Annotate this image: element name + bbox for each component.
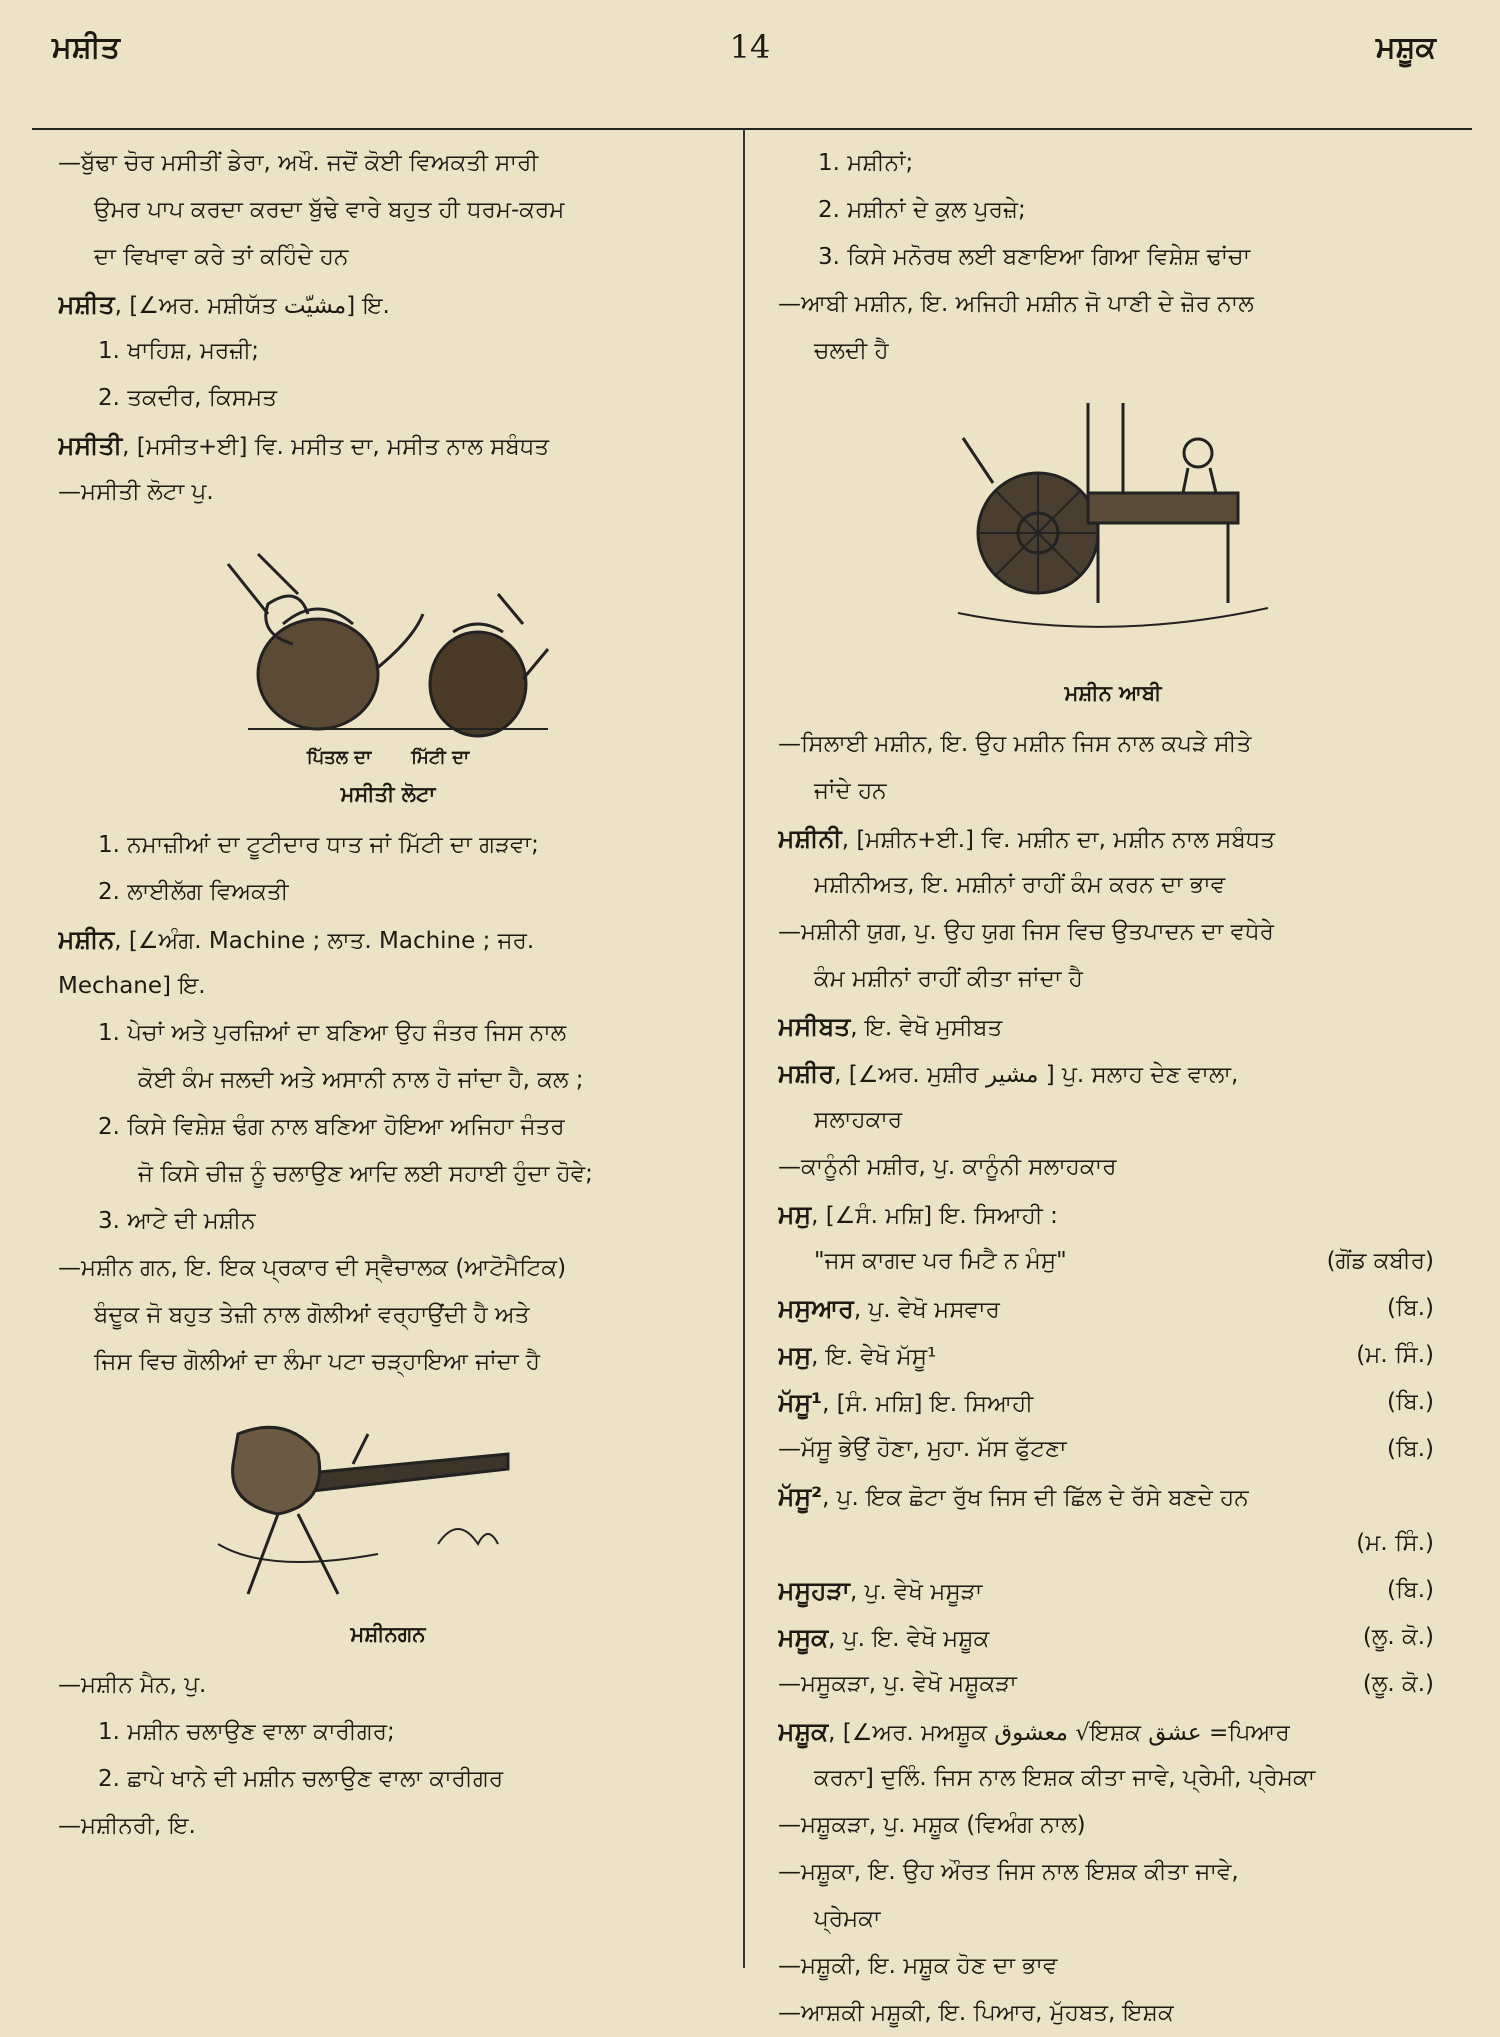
sense-line: 2. ਕਿਸੇ ਵਿਸ਼ੇਸ਼ ਢੰਗ ਨਾਲ ਬਣਿਆ ਹੋਇਆ ਅਜਿਹਾ ਜੰਤਰ [98,1114,565,1140]
headword-entry: ਮਸ਼ੂਕ, [∠ਅਰ. ਮਅਸ਼ੂਕ معشوق √ਇਸ਼ਕ عشق =ਪਿਆਰ [778,1717,1290,1746]
headword: ਮੱਸੂ² [778,1482,823,1511]
entry-line: —ਆਬੀ ਮਸ਼ੀਨ, ਇ. ਅਜਿਹੀ ਮਸ਼ੀਨ ਜੋ ਪਾਣੀ ਦੇ ਜ਼ੋਰ ਨਾਲ [778,291,1254,317]
sense-line: 2. ਮਸ਼ੀਨਾਂ ਦੇ ਕੁਲ ਪੁਰਜ਼ੇ; [818,197,1026,223]
headword: ਮਸੀਬਤ [778,1012,851,1041]
source-citation: (ਲੂ. ਕੋ.) [1362,1624,1434,1650]
headword: ਮਸ਼ੂਕ [778,1717,829,1746]
headword-entry: ਮਸੂਹੜਾ, ਪੁ. ਵੇਖੋ ਮਸੂੜਾ (ਬਿ.) [778,1567,1448,1614]
source-citation: (ਗੋਂਡ ਕਬੀਰ) [1326,1248,1434,1274]
headword-entry: ਮੱਸੂ¹, [ਸੰ. ਮਸ਼ਿ] ਇ. ਸਿਆਹੀ (ਬਿ.) [778,1379,1448,1426]
source-citation: (ਬਿ.) [1386,1295,1434,1321]
sense-line: 1. ਪੇਚਾਂ ਅਤੇ ਪੁਰਜ਼ਿਆਂ ਦਾ ਬਣਿਆ ਉਹ ਜੰਤਰ ਜਿਸ ਨਾਲ [98,1020,567,1046]
entry-line: ਪ੍ਰੇਮਕਾ [814,1906,881,1932]
entry-line: ਦਾ ਵਿਖਾਵਾ ਕਰੇ ਤਾਂ ਕਹਿੰਦੇ ਹਨ [94,244,349,270]
entry-line: ਚਲਦੀ ਹੈ [814,338,889,364]
left-column [58,140,718,1850]
sense-line: 2. ਲਾਈਲੱਗ ਵਿਅਕਤੀ [98,879,289,905]
sense-line: 2. ਤਕਦੀਰ, ਕਿਸਮਤ [98,385,277,411]
entry-line: ਮਸ਼ੀਨੀਅਤ, ਇ. ਮਸ਼ੀਨਾਂ ਰਾਹੀਂ ਕੰਮ ਕਰਨ ਦਾ ਭਾਵ [814,872,1226,898]
sense-line: ਜੋ ਕਿਸੇ ਚੀਜ਼ ਨੂੰ ਚਲਾਉਣ ਆਦਿ ਲਈ ਸਹਾਈ ਹੁੰਦਾ ਹੋਵੇ; [138,1161,593,1187]
page-number: 14 [729,28,771,66]
entry-line: ਜਿਸ ਵਿਚ ਗੋਲੀਆਂ ਦਾ ਲੰਮਾ ਪਟਾ ਚੜ੍ਹਾਇਆ ਜਾਂਦਾ ਹੈ [94,1349,541,1375]
headword: ਮਸੁਆਰ [778,1294,854,1323]
entry-line: ਜਾਂਦੇ ਹਨ [814,778,887,804]
entry-line: —ਮਸ਼ੂਕੀ, ਇ. ਮਸ਼ੂਕ ਹੋਣ ਦਾ ਭਾਵ [778,1953,1058,1979]
entry-line: —ਮਸੀਤੀ ਲੋਟਾ ਪੁ. [58,479,214,505]
running-head-right: ਮਸ਼ੂਕ [1375,30,1436,65]
sense-line: 2. ਛਾਪੇ ਖਾਨੇ ਦੀ ਮਸ਼ੀਨ ਚਲਾਉਣ ਵਾਲਾ ਕਾਰੀਗਰ [98,1766,504,1792]
sense-line: 3. ਕਿਸੇ ਮਨੋਰਥ ਲਈ ਬਣਾਇਆ ਗਿਆ ਵਿਸ਼ੇਸ਼ ਢਾਂਚਾ [818,244,1251,270]
entry-line: —ਮੱਸੂ ਭੇਉਂ ਹੋਣਾ, ਮੁਹਾ. ਮੱਸ ਫੁੱਟਣਾ (ਬਿ.) [778,1426,1448,1473]
headword-entry: ਮਸ਼ੀਰ, [∠ਅਰ. ਮੁਸ਼ੀਰ مشیر ] ਪੁ. ਸਲਾਹ ਦੇਣ ਵਾਲਾ, [778,1059,1239,1088]
entry-line: —ਮਸ਼ੀਨੀ ਯੁਗ, ਪੁ. ਉਹ ਯੁਗ ਜਿਸ ਵਿਚ ਉਤਪਾਦਨ ਦਾ ਵਧੇਰੇ [778,919,1274,945]
machine-gun-caption: ਮਸ਼ੀਨਗਨ [350,1622,426,1646]
entry-line: —ਮਸ਼ੀਨਰੀ, ਇ. [58,1813,196,1839]
water-machine-caption: ਮਸ਼ੀਨ ਆਬੀ [1064,681,1162,705]
headword-entry: ਮਸੂਕ, ਪੁ. ਇ. ਵੇਖੋ ਮਸ਼ੂਕ (ਲੂ. ਕੋ.) [778,1614,1448,1661]
headword: ਮਸੀਤੀ [58,431,123,460]
entry-line: "ਜਸ ਕਾਗਦ ਪਰ ਮਿਟੈ ਨ ਮੰਸੁ" (ਗੋਂਡ ਕਬੀਰ) [778,1238,1448,1285]
headword: ਮਸ਼ੀਤ [58,290,115,319]
right-column [778,140,1448,2037]
entry-line: ਕਰਨਾ] ਦੁਲਿੰ. ਜਿਸ ਨਾਲ ਇਸ਼ਕ ਕੀਤਾ ਜਾਵੇ, ਪ੍ਰੇਮੀ, ਪ੍ਰੇਮਕਾ [814,1765,1316,1791]
water-machine-drawing [948,383,1278,673]
source-citation: (ਬਿ.) [1386,1436,1434,1462]
entry-line: —ਬੁੱਢਾ ਚੋਰ ਮਸੀਤੀਂ ਡੇਰਾ, ਅਖੌ. ਜਦੋਂ ਕੋਈ ਵਿਅਕਤੀ ਸਾਰੀ [58,150,539,176]
headword: ਮਸ਼ੀਨ [58,925,115,954]
column-rule [743,128,745,1968]
entry-line: —ਮਸ਼ੂਕੜਾ, ਪੁ. ਮਸ਼ੂਕ (ਵਿਅੰਗ ਨਾਲ) [778,1812,1086,1838]
headword-entry: ਮਸੁ, ਇ. ਵੇਖੋ ਮੱਸੂ¹ (ਮ. ਸਿੰ.) [778,1332,1448,1379]
sense-line: 1. ਮਸ਼ੀਨਾਂ; [818,150,914,176]
sense-line: 1. ਮਸ਼ੀਨ ਚਲਾਉਣ ਵਾਲਾ ਕਾਰੀਗਰ; [98,1719,395,1745]
headword-entry: ਮਸੀਤੀ, [ਮਸੀਤ+ਈ] ਵਿ. ਮਸੀਤ ਦਾ, ਮਸੀਤ ਨਾਲ ਸਬੰਧਤ [58,431,550,460]
entry-line: —ਆਸ਼ਕੀ ਮਸ਼ੂਕੀ, ਇ. ਪਿਆਰ, ਮੁੱਹਬਤ, ਇਸ਼ਕ [778,2000,1174,2026]
headword-entry: ਮੱਸੂ², ਪੁ. ਇਕ ਛੋਟਾ ਰੁੱਖ ਜਿਸ ਦੀ ਛਿੱਲ ਦੇ ਰੱਸੇ ਬਣਦੇ ਹਨ [778,1482,1249,1511]
sense-line: 3. ਆਟੇ ਦੀ ਮਸ਼ੀਨ [98,1208,256,1234]
headword-entry: ਮਸੁ, [∠ਸੰ. ਮਸ਼ਿ] ਇ. ਸਿਆਹੀ : [778,1200,1058,1229]
entry-line: —ਮਸ਼ੀਨ ਗਨ, ਇ. ਇਕ ਪ੍ਰਕਾਰ ਦੀ ਸ੍ਵੈਚਾਲਕ (ਆਟੋਮੈਟਿਕ) [58,1255,567,1281]
running-head-left: ਮਸ਼ੀਤ [52,30,120,65]
source-citation: (ਲੂ. ਕੋ.) [1362,1671,1434,1697]
sense-line: ਕੋਈ ਕੰਮ ਜਲਦੀ ਅਤੇ ਅਸਾਨੀ ਨਾਲ ਹੋ ਜਾਂਦਾ ਹੈ, ਕਲ ; [138,1067,584,1093]
water-machine-illustration [948,383,1278,713]
entry-line: —ਸਿਲਾਈ ਮਸ਼ੀਨ, ਇ. ਉਹ ਮਸ਼ੀਨ ਜਿਸ ਨਾਲ ਕਪੜੇ ਸੀਤੇ [778,731,1252,757]
header-rule [32,128,1472,130]
source-citation: (ਬਿ.) [1386,1389,1434,1415]
entry-line: ਕੰਮ ਮਸ਼ੀਨਾਂ ਰਾਹੀਂ ਕੀਤਾ ਜਾਂਦਾ ਹੈ [814,966,1083,992]
headword: ਮਸ਼ੀਨੀ [778,824,842,853]
headword-entry: ਮਸੁਆਰ, ਪੁ. ਵੇਖੋ ਮਸਵਾਰ (ਬਿ.) [778,1285,1448,1332]
entry-line: ਬੰਦੂਕ ਜੋ ਬਹੁਤ ਤੇਜ਼ੀ ਨਾਲ ਗੋਲੀਆਂ ਵਰ੍ਹਾਉਂਦੀ ਹੈ ਅਤੇ [94,1302,530,1328]
entry-line: ਸਲਾਹਕਾਰ [814,1107,903,1133]
headword: ਮਸੁ [778,1341,812,1370]
headword: ਮੱਸੂ¹ [778,1388,823,1417]
headword-entry: ਮਸ਼ੀਨੀ, [ਮਸ਼ੀਨ+ਈ.] ਵਿ. ਮਸ਼ੀਨ ਦਾ, ਮਸ਼ੀਨ ਨਾਲ ਸਬੰਧਤ [778,824,1276,853]
entry-line: —ਮਸ਼ੀਨ ਮੈਨ, ਪੁ. [58,1672,207,1698]
headword: ਮਸੂਕ [778,1623,829,1652]
headword-entry: ਮਸੀਬਤ, ਇ. ਵੇਖੋ ਮੁਸੀਬਤ [778,1012,1003,1041]
entry-line: ਉਮਰ ਪਾਪ ਕਰਦਾ ਕਰਦਾ ਬੁੱਢੇ ਵਾਰੇ ਬਹੁਤ ਹੀ ਧਰਮ-ਕਰਮ [94,197,565,223]
headword: ਮਸੂਹੜਾ [778,1576,850,1605]
machine-gun-drawing [178,1394,598,1614]
sense-line: 1. ਨਮਾਜ਼ੀਆਂ ਦਾ ਟੂਟੀਦਾਰ ਧਾਤ ਜਾਂ ਮਿੱਟੀ ਦਾ ਗੜਵਾ; [98,832,539,858]
headword-entry: ਮਸ਼ੀਤ, [∠ਅਰ. ਮਸ਼ੀਯੱਤ مشیّت] ਇ. [58,290,390,319]
headword: ਮਸੁ [778,1200,812,1229]
headword: ਮਸ਼ੀਰ [778,1059,835,1088]
entry-line: Mechane] ਇ. [58,973,206,999]
lota-caption: ਮਸੀਤੀ ਲੋਟਾ [340,782,436,806]
entry-line: —ਕਾਨੂੰਨੀ ਮਸ਼ੀਰ, ਪੁ. ਕਾਨੂੰਨੀ ਸਲਾਹਕਾਰ [778,1154,1117,1180]
entry-line: —ਮਸੂਕੜਾ, ਪੁ. ਵੇਖੋ ਮਸ਼ੂਕੜਾ (ਲੂ. ਕੋ.) [778,1661,1448,1708]
headword-entry: ਮਸ਼ੀਨ, [∠ਅੰਗ. Machine ; ਲਾਤ. Machine ; ਜਰ. [58,925,535,954]
source-citation: (ਮ. ਸਿੰ.) [1356,1342,1434,1368]
machine-gun-illustration [178,1394,598,1654]
entry-line [778,1520,1448,1567]
source-citation: (ਬਿ.) [1386,1577,1434,1603]
source-citation: (ਮ. ਸਿੰ.) [1356,1530,1434,1556]
lota-illustration: ਪਿੱਤਲ ਦਾ ਮਿੱਟੀ ਦਾ ਮਸੀਤੀ ਲੋਟਾ [198,524,578,814]
sense-line: 1. ਖਾਹਿਸ਼, ਮਰਜ਼ੀ; [98,338,259,364]
entry-line: —ਮਸ਼ੂਕਾ, ਇ. ਉਹ ਔਰਤ ਜਿਸ ਨਾਲ ਇਸ਼ਕ ਕੀਤਾ ਜਾਵੇ, [778,1859,1239,1885]
lota-drawing [198,524,578,774]
